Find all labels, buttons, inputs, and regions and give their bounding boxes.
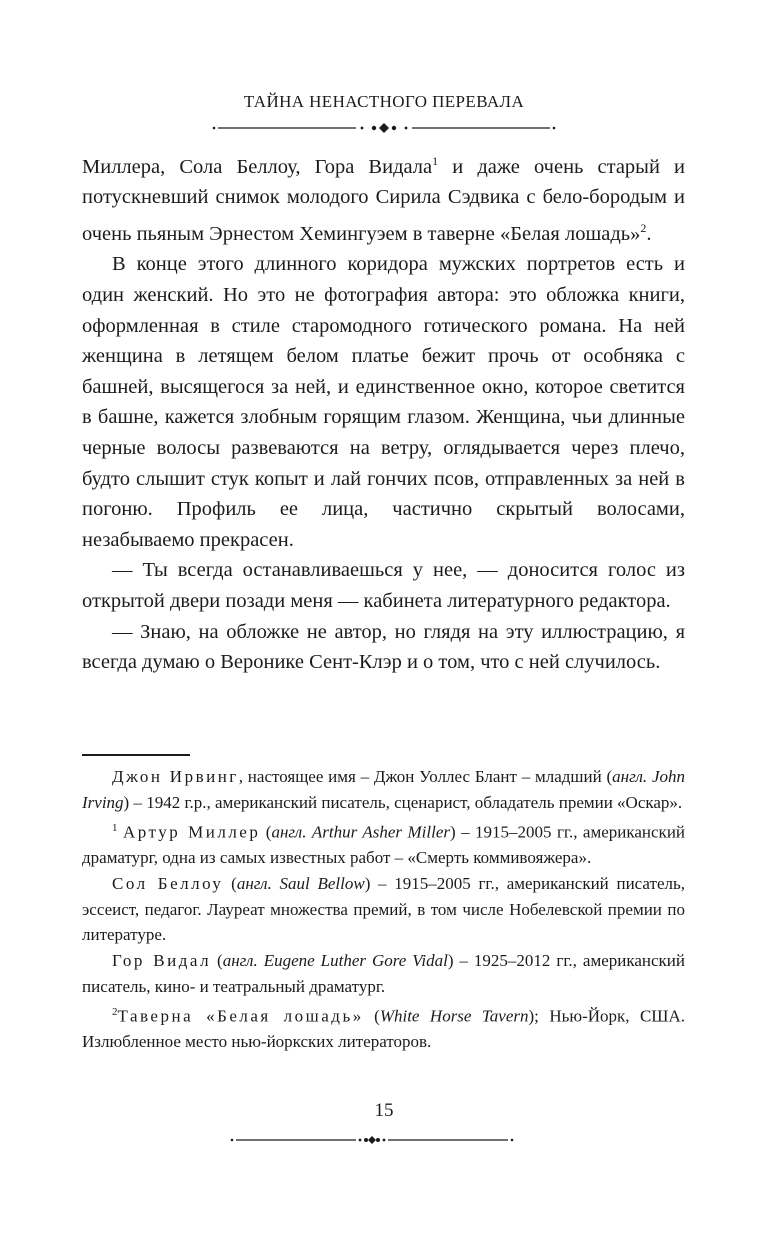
footnote-ref: 1 bbox=[432, 154, 439, 168]
paragraph: В конце этого длинного коридора мужских портретов есть и один женский. Но это не фотография автора: это обложка книги, оформленная в стиле старомодного готического романа. На ней женщина в летящем белом платье бежит прочь от особняка с башней, высящегося за ней, и единственное окно, которое светится в башне, кажется злобным горящим глазом. Женщина, чьи длинные черные волосы развеваются на ветру, оглядывается через плечо, будто слышит стук копыт и лай гончих псов, отправленных за ней в погоню. Профиль ее лица, частично скрытый волосами, незабываемо прекрасен. bbox=[82, 253, 685, 551]
footnote: Сол Беллоу (англ. Saul Bellow) – 1915–2005 гг., американский писатель, эссеист, педагог. Лауреат множества премий, в том числе Нобелевской премии по литературе. bbox=[82, 873, 685, 945]
page-number: 15 bbox=[374, 1100, 394, 1121]
dialogue-paragraph: — Ты всегда останавливаешься у нее, — доносится голос из открытой двери позади меня — кабинета литературного редактора. bbox=[82, 559, 685, 612]
footer-ornament bbox=[0, 1134, 768, 1146]
footnote: $^2$Таверна «Белая лошадь» (White Horse Tavern); Нью-Йорк, США. Излюбленное место нью-йоркских литераторов. bbox=[82, 1005, 685, 1052]
footnote: $^1$ Артур Миллер (англ. Arthur Asher Miller) – 1915–2005 гг., американский драматург, одна из самых известных работ – «Смерть коммивояжера». bbox=[82, 821, 686, 868]
footnotes bbox=[82, 764, 685, 1055]
footnote-separator bbox=[82, 754, 190, 756]
paragraph: Миллера, Сола Беллоу, Гора Видала$^1$ и даже очень старый и потускневший снимок молодого Сирила Сэдвика с бело-бородым и очень пьяным Эрнестом Хемингуэем в таверне «Белая лошадь»$^2$. bbox=[82, 154, 686, 245]
footnote-ref: 2 bbox=[640, 221, 647, 236]
footnote: Гор Видал (англ. Eugene Luther Gore Vidal) – 1925–2012 гг., американский писатель, кино- и театральный драматург. bbox=[82, 951, 685, 997]
main-text bbox=[82, 146, 685, 678]
running-header-title: ТАЙНА НЕНАСТНОГО ПЕРЕВАЛА bbox=[243, 92, 525, 111]
footnote: Джон Ирвинг, настоящее имя – Джон Уоллес Блант – младший (англ. John Irving) – 1942 г.р., американский писатель, сценарист, обладатель премии «Оскар». bbox=[82, 767, 685, 812]
dialogue-paragraph: — Знаю, на обложке не автор, но глядя на эту иллюстрацию, я всегда думаю о Веронике Сент-Клэр и о том, что с ней случилось. bbox=[82, 620, 685, 674]
header-ornament bbox=[0, 122, 768, 134]
